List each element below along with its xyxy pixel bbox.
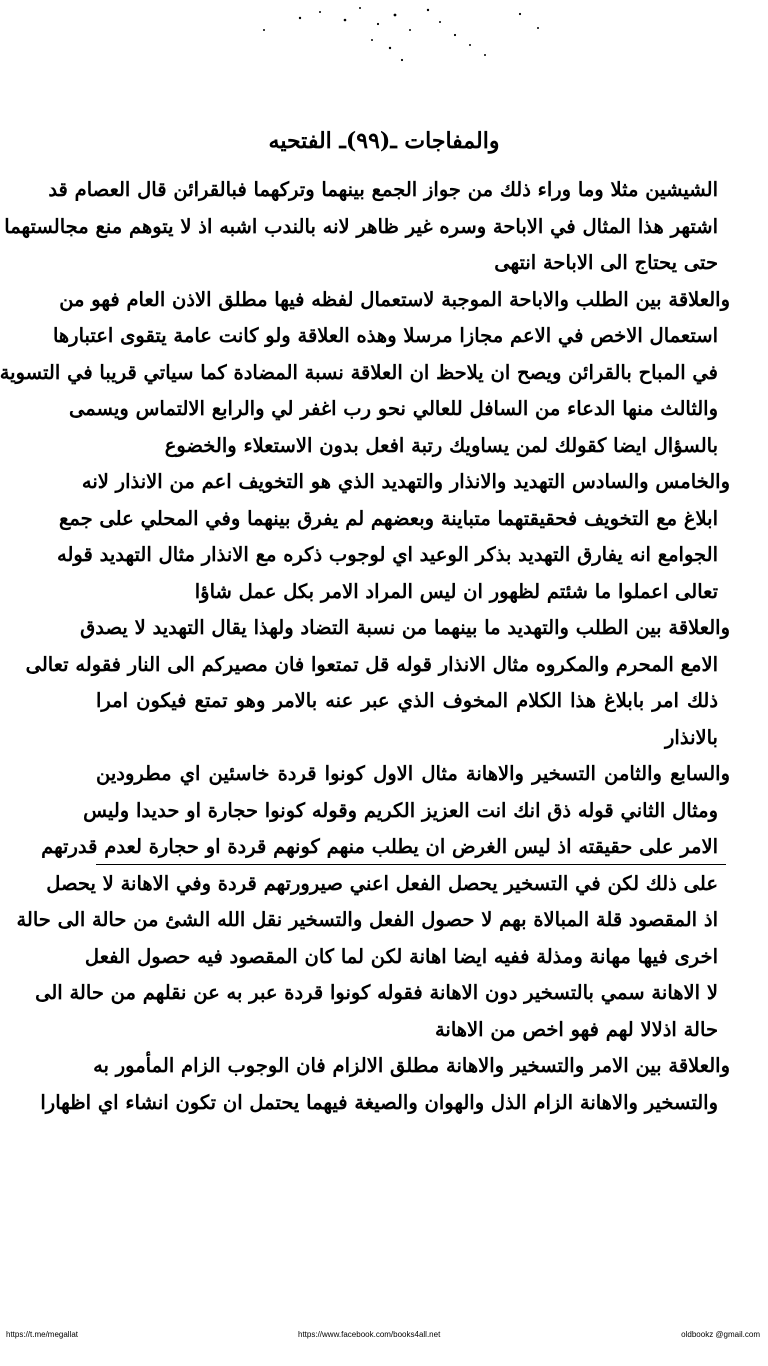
footer-telegram-link[interactable]: https://t.me/megallat	[6, 1330, 79, 1339]
text-line: في المباح بالقرائن ويصح ان يلاحظ ان العلاقة نسبة المضادة كما سياتي قريبا في التسوية	[0, 360, 718, 384]
text-line: اذ المقصود قلة المبالاة بهم لا حصول الفعل والتسخير نقل الله الشئ من حالة الى حالة	[16, 908, 718, 931]
text-line: والخامس والسادس التهديد والانذار والتهديد الذي هو التخويف اعم من الانذار لانه	[81, 470, 730, 493]
page-header	[0, 128, 768, 154]
text-line: اشتهر هذا المثال في الاباحة وسره غير ظاهر لانه بالندب اشبه اذ لا يتوهم منع مجالستهما	[4, 214, 718, 238]
footer-email[interactable]: oldbookz @gmail.com	[681, 1330, 760, 1339]
horizontal-divider	[96, 864, 726, 865]
text-line: ذلك امر بابلاغ هذا الكلام المخوف الذي عبر عنه بالامر وهو تمتع فيكون امرا	[96, 689, 718, 712]
page-footer	[0, 1330, 768, 1344]
text-line: استعمال الاخص في الاعم مجازا مرسلا وهذه العلاقة ولو كانت عامة يتقوى اعتبارها	[52, 324, 718, 347]
text-line: بالانذار	[665, 725, 718, 749]
header-title: والمفاجات ـ(٩٩)ـ الفتحيه	[268, 128, 500, 154]
text-line: بالسؤال ايضا كقولك لمن يساويك رتبة افعل بدون الاستعلاء والخضوع	[164, 433, 718, 457]
footer-facebook-link[interactable]: https://www.facebook.com/books4all.net	[298, 1330, 441, 1339]
text-line: حتى يحتاج الى الاباحة انتهى	[494, 251, 718, 274]
page-body	[0, 172, 730, 1121]
text-line: اخرى فيها مهانة ومذلة ففيه ايضا اهانة لكن لما كان المقصود فيه حصول الفعل	[84, 944, 718, 968]
text-line: الجوامع انه يفارق التهديد بذكر الوعيد اي لوجوب ذكره مع الانذار مثال التهديد قوله	[57, 543, 718, 566]
text-line: الشيشين مثلا وما وراء ذلك من جواز الجمع بينهما وتركهما فبالقرائن قال العصام قد	[48, 178, 718, 201]
text-line: والتسخير والاهانة الزام الذل والهوان والصيغة فيهما يحتمل ان تكون انشاء اي اظهارا	[40, 1090, 718, 1114]
scan-noise-speckles	[0, 0, 768, 70]
text-line: على ذلك لكن في التسخير يحصل الفعل اعني صيرورتهم قردة وفي الاهانة لا يحصل	[46, 871, 718, 895]
text-line: تعالى اعملوا ما شئتم لظهور ان ليس المراد الامر بكل عمل شاؤا	[194, 579, 718, 603]
text-line: والعلاقة بين الطلب والاباحة الموجبة لاستعمال لفظه فيها مطلق الاذن العام فهو من	[59, 287, 730, 311]
text-line: الامر على حقيقته اذ ليس الغرض ان يطلب منهم كونهم قردة او حجارة لعدم قدرتهم	[41, 835, 718, 858]
text-line: والثالث منها الدعاء من السافل للعالي نحو رب اغفر لي والرابع الالتماس ويسمى	[69, 397, 718, 420]
text-line: والعلاقة بين الامر والتسخير والاهانة مطلق الالزام فان الوجوب الزام المأمور به	[93, 1054, 730, 1077]
text-line: الامع المحرم والمكروه مثال الانذار قوله قل تمتعوا فان مصيركم الى النار فقوله تعالى	[25, 652, 718, 676]
text-line: لا الاهانة سمي بالتسخير دون الاهانة فقوله كونوا قردة عبر به عن نقلهم من حالة الى	[35, 981, 718, 1004]
text-line: حالة اذلالا لهم فهو اخص من الاهانة	[434, 1017, 718, 1041]
text-line: ومثال الثاني قوله ذق انك انت العزيز الكريم وقوله كونوا حجارة او حديدا وليس	[83, 798, 718, 822]
text-line: والسابع والثامن التسخير والاهانة مثال الاول كونوا قردة خاسئين اي مطرودين	[96, 762, 730, 785]
text-line: والعلاقة بين الطلب والتهديد ما بينهما من نسبة التضاد ولهذا يقال التهديد لا يصدق	[80, 616, 730, 639]
text-line: ابلاغ مع التخويف فحقيقتهما متباينة وبعضهم لم يفرق بينهما وفي المحلي على جمع	[58, 506, 718, 530]
